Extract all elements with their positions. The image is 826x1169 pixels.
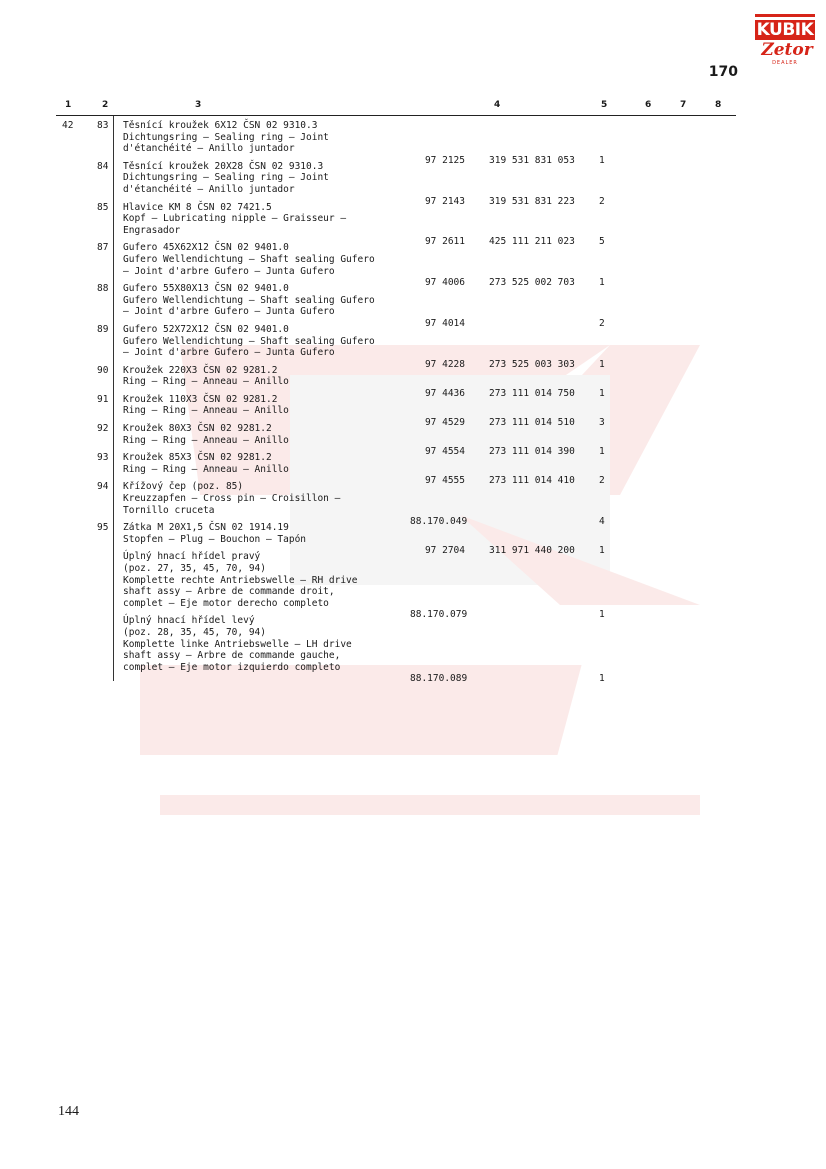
group-number: 42 bbox=[62, 120, 74, 131]
quantity: 4 bbox=[599, 516, 605, 528]
part-number: 273 525 003 303 bbox=[489, 358, 575, 370]
position-number: 91 bbox=[97, 393, 109, 405]
part-description: Těsnící kroužek 6X12 ČSN 02 9310.3 Dichtungsring — Sealing ring — Joint d'étanchéité — Anillo juntador bbox=[123, 120, 329, 155]
quantity: 1 bbox=[599, 358, 605, 370]
catalog-code: 97 2125 bbox=[424, 154, 465, 166]
catalog-code: 97 2143 bbox=[424, 195, 465, 207]
position-number: 87 bbox=[97, 242, 109, 254]
table-row bbox=[0, 615, 826, 685]
page-number-top: 170 bbox=[708, 64, 738, 80]
quantity: 1 bbox=[599, 673, 605, 685]
table-row bbox=[0, 551, 826, 621]
position-number: 84 bbox=[97, 160, 109, 172]
quantity: 2 bbox=[599, 195, 605, 207]
part-description: Gufero 52X72X12 ČSN 02 9401.0 Gufero Wellendichtung — Shaft sealing Gufero — Joint d'arbre Gufero — Junta Gufero bbox=[123, 323, 375, 359]
column-header-3: 3 bbox=[195, 100, 202, 110]
logo-zetor-text: Zetor bbox=[761, 40, 813, 60]
page-number-bottom: 144 bbox=[58, 1104, 79, 1119]
catalog-code: 97 4228 bbox=[424, 358, 465, 370]
part-description: Zátka M 20X1,5 ČSN 02 1914.19 Stopfen — Plug — Bouchon — Tapón bbox=[123, 522, 307, 545]
part-description: Úplný hnací hřídel levý (poz. 28, 35, 45, 70, 94) Komplette linke Antriebswelle — LH drive shaft assy — Arbre de commande gauche, complet — Eje motor izquierdo completo bbox=[123, 615, 352, 673]
quantity: 2 bbox=[599, 317, 605, 329]
quantity: 5 bbox=[599, 236, 605, 248]
part-description: Kroužek 80X3 ČSN 02 9281.2 Ring — Ring — Anneau — Anillo bbox=[123, 423, 289, 446]
part-description: Gufero 45X62X12 ČSN 02 9401.0 Gufero Wellendichtung — Shaft sealing Gufero — Joint d'arbre Gufero — Junta Gufero bbox=[123, 242, 375, 277]
quantity: 2 bbox=[599, 475, 605, 487]
part-number: 273 525 002 703 bbox=[489, 277, 575, 289]
column-header-4: 4 bbox=[494, 100, 501, 110]
catalog-code: 97 4436 bbox=[424, 387, 465, 399]
catalog-code: 97 4554 bbox=[424, 446, 465, 458]
table-row bbox=[0, 522, 826, 557]
parts-table bbox=[0, 120, 826, 685]
quantity: 1 bbox=[599, 545, 605, 557]
part-number: 273 111 014 510 bbox=[489, 417, 575, 429]
logo-dealer-text: DEALER bbox=[772, 60, 798, 66]
quantity: 1 bbox=[599, 154, 605, 166]
catalog-code: 97 2704 bbox=[424, 545, 465, 557]
position-number: 94 bbox=[97, 481, 109, 493]
part-number: 273 111 014 750 bbox=[489, 387, 575, 399]
catalog-code: 97 4529 bbox=[424, 417, 465, 429]
header-rule bbox=[56, 115, 736, 116]
part-description: Křížový čep (poz. 85) Kreuzzapfen — Cross pin — Croisillon — Tornillo cruceta bbox=[123, 481, 341, 516]
column-header-1: 1 bbox=[65, 100, 72, 110]
position-number: 85 bbox=[97, 201, 109, 213]
kubik-zetor-logo bbox=[755, 14, 815, 66]
catalog-code: 88.170.079 bbox=[410, 609, 468, 621]
position-number: 92 bbox=[97, 423, 109, 435]
part-number: 425 111 211 023 bbox=[489, 236, 575, 248]
position-number: 88 bbox=[97, 283, 109, 295]
position-number: 95 bbox=[97, 522, 109, 534]
part-number: 273 111 014 410 bbox=[489, 475, 575, 487]
part-number: 319 531 831 223 bbox=[489, 195, 575, 207]
column-header-7: 7 bbox=[680, 100, 687, 110]
catalog-code: 97 4555 bbox=[424, 475, 465, 487]
part-description: Kroužek 85X3 ČSN 02 9281.2 Ring — Ring — Anneau — Anillo bbox=[123, 452, 289, 475]
quantity: 1 bbox=[599, 609, 605, 621]
position-number: 90 bbox=[97, 364, 109, 376]
quantity: 1 bbox=[599, 277, 605, 289]
part-description: Hlavice KM 8 ČSN 02 7421.5 Kopf — Lubricating nipple — Graisseur — Engrasador bbox=[123, 201, 347, 236]
catalog-code: 88.170.049 bbox=[410, 516, 468, 528]
catalog-code: 88.170.089 bbox=[410, 673, 468, 685]
catalog-code: 97 4014 bbox=[424, 317, 465, 329]
quantity: 3 bbox=[599, 417, 605, 429]
column-header-8: 8 bbox=[715, 100, 722, 110]
part-number: 311 971 440 200 bbox=[489, 545, 575, 557]
logo-kubik-text: KUBIK bbox=[756, 20, 814, 40]
column-header-5: 5 bbox=[601, 100, 608, 110]
column-header-6: 6 bbox=[645, 100, 652, 110]
column-header-2: 2 bbox=[102, 100, 109, 110]
part-description: Gufero 55X80X13 ČSN 02 9401.0 Gufero Wellendichtung — Shaft sealing Gufero — Joint d'arbre Gufero — Junta Gufero bbox=[123, 283, 375, 318]
part-description: Těsnící kroužek 20X28 ČSN 02 9310.3 Dichtungsring — Sealing ring — Joint d'étanchéité — Anillo juntador bbox=[123, 160, 329, 195]
part-number: 273 111 014 390 bbox=[489, 446, 575, 458]
part-number: 319 531 831 053 bbox=[489, 154, 575, 166]
position-number: 89 bbox=[97, 323, 109, 335]
position-number: 93 bbox=[97, 452, 109, 464]
quantity: 1 bbox=[599, 387, 605, 399]
part-description: Kroužek 110X3 ČSN 02 9281.2 Ring — Ring — Anneau — Anillo bbox=[123, 393, 289, 417]
catalog-code: 97 2611 bbox=[424, 236, 465, 248]
catalog-code: 97 4006 bbox=[424, 277, 465, 289]
part-description: Kroužek 220X3 ČSN 02 9281.2 Ring — Ring — Anneau — Anillo bbox=[123, 364, 289, 388]
quantity: 1 bbox=[599, 446, 605, 458]
part-description: Úplný hnací hřídel pravý (poz. 27, 35, 45, 70, 94) Komplette rechte Antriebswelle — RH drive shaft assy — Arbre de commande droit, complet — Eje motor derecho completo bbox=[123, 551, 358, 609]
position-number: 83 bbox=[97, 120, 109, 131]
